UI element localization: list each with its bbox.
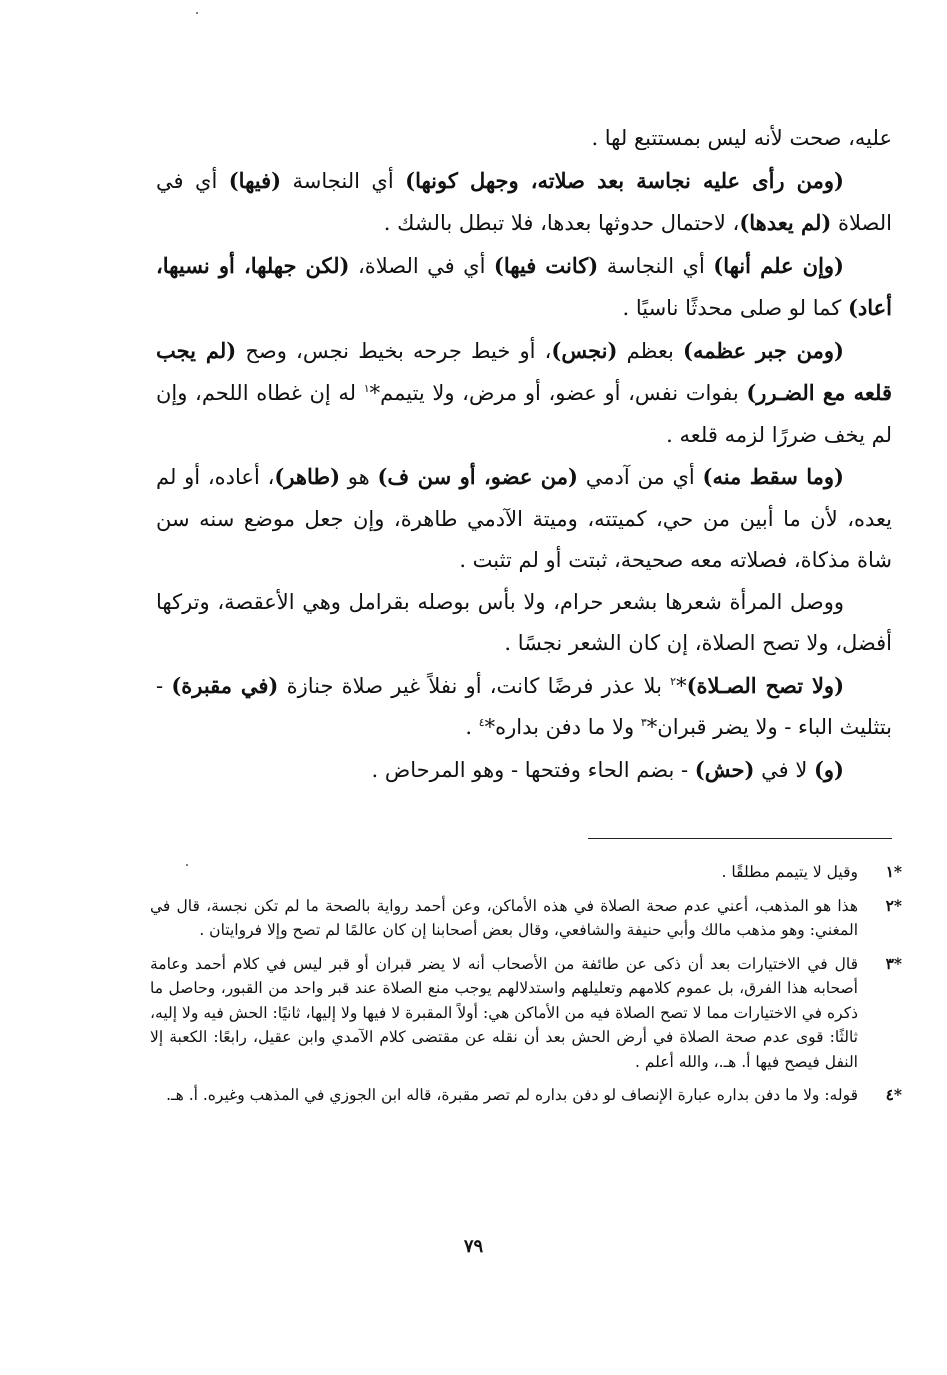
text-run: أي النجاسة: [598, 253, 714, 278]
footnote-text: وقيل لا يتيمم مطلقًا .: [721, 863, 858, 881]
main-text-body: [156, 118, 892, 791]
footnote-ref-2: ٢: [670, 674, 677, 688]
paragraph-4: [156, 330, 892, 457]
text-run: أي في الصلاة،: [349, 253, 494, 278]
bold-phrase: (نجس): [551, 337, 618, 363]
bold-phrase: (كانت فيها): [493, 252, 599, 278]
text-run: له إن غطاه اللحم، وإن لم يخف ضررًا لزمه قلعه .: [156, 381, 892, 447]
text-run: أي من آدمي: [577, 465, 703, 489]
bold-phrase: (من عضو، أو سن ف): [377, 464, 578, 489]
footnote-2: [150, 894, 902, 943]
paragraph-5: [156, 456, 892, 582]
footnote-text: قوله: ولا ما دفن بداره عبارة الإنصاف لو دفن بداره لم تصر مقبرة، قاله ابن الجوزي في المذهب وغيره. أ. هـ.: [166, 1086, 858, 1104]
footnotes-section: [150, 860, 902, 1117]
text-run: أي في الصلاة: [156, 168, 892, 235]
text-run: كما لو صلى محدثًا ناسيًا .: [622, 296, 848, 320]
bold-phrase: (في مقبرة): [171, 672, 279, 698]
bold-phrase: (ومن رأى عليه نجاسة بعد صلاته، وجهل كونها): [405, 167, 844, 193]
text-run: .: [465, 715, 479, 739]
footnote-ref-1: ١: [363, 382, 370, 395]
text-run: - بضم الحاء وفتحها - وهو المرحاض .: [371, 757, 695, 782]
text-run: بفوات نفس، أو عضو، أو مرض، ولا يتيمم*: [369, 381, 747, 405]
paragraph-1: [156, 118, 892, 160]
footnote-3: [150, 952, 902, 1075]
paragraph-7: [156, 665, 892, 749]
text-run: ، لاحتمال حدوثها بعدها، فلا تبطل بالشك .: [383, 211, 740, 235]
text-run: *: [676, 673, 687, 698]
paragraph-6-text: ووصل المرأة شعرها بشعر حرام، ولا بأس بوصله بقرامل وهي الأعقصة، وتركها أفضل، ولا تصح الصلاة، إن كان الشعر نجسًا .: [156, 589, 892, 655]
page-number: ٧٩: [463, 1236, 484, 1257]
footnote-text: هذا هو المذهب، أعني عدم صحة الصلاة في هذه الأماكن، وعن أحمد رواية بالصحة ما لم تكن نجسة، قال في المغني: وهو مذهب مالك وأبي حنيفة والشافعي، وقال بعض أصحابنا إن كان عالمًا لم تصح وإلا فروايتان .: [150, 896, 858, 939]
bold-phrase: (لكن جهلها، أو نسيها، أعاد): [156, 252, 892, 320]
text-run: أي النجاسة: [281, 168, 406, 193]
paragraph-6: [156, 582, 892, 665]
bold-phrase: (ولا تصح الصـلاة): [686, 672, 844, 698]
footnote-number: *٣: [885, 953, 902, 973]
bold-phrase: (لم يعدها): [739, 210, 832, 235]
footnote-ref-3: ٣: [640, 716, 647, 729]
text-run: - بتثليث الباء - ولا يضر قبران*: [156, 673, 892, 739]
text-run: بعظم: [617, 338, 684, 363]
bold-phrase: (وما سقط منه): [702, 464, 844, 489]
bold-phrase: (فيها): [228, 167, 282, 193]
bold-phrase: (حش): [694, 756, 755, 782]
text-run: بلا عذر فرضًا كانت، أو نفلاً غير صلاة جنازة: [278, 673, 671, 698]
paragraph-8: [156, 749, 892, 792]
footnote-ref-4: ٤: [478, 716, 485, 729]
text-run: ، أعاده، أو لم يعده، لأن ما أبين من حي، كميتته، وميتة الآدمي طاهرة، وإن جعل موضع سنه سن شاة مذكاة، فصلاته معه صحيحة، ثبتت أو لم تثبت .: [156, 465, 892, 572]
bold-phrase: (ومن جبر عظمه): [683, 337, 844, 363]
footnote-1: [150, 860, 902, 885]
paragraph-1-text: عليه، صحت لأنه ليس بمستتبع لها .: [591, 126, 892, 150]
bold-phrase: (طاهر): [274, 464, 341, 489]
bold-phrase: (وإن علم أنها): [713, 252, 844, 278]
paragraph-2: [156, 160, 892, 245]
paragraph-3: [156, 245, 892, 330]
footnote-number: *١: [885, 862, 902, 881]
bold-phrase: (و): [813, 756, 844, 782]
text-run: ولا ما دفن بداره*: [484, 715, 641, 739]
bold-phrase: (لم يجب قلعه مع الضـرر): [156, 337, 892, 405]
footnote-number: *٤: [885, 1085, 902, 1104]
scan-speck: [196, 12, 198, 14]
footnote-number: *٢: [885, 895, 902, 915]
text-run: ، أو خيط جرحه بخيط نجس، وصح: [236, 338, 552, 363]
footnote-text: قال في الاختيارات بعد أن ذكى عن طائفة من الأصحاب أنه لا يضر قبران أو قبر ليس في كلام أحمد وعامة أصحابه هذا الفرق، بل عموم كلامهم وتعليلهم واستدلالهم يوجب منع الصلاة عند قبر واحد من القبور، وحاصل ما ذكره في الاختيارات مما لا تصح الصلاة فيه من الأماكن هي: أولاً المقبرة لا فيها ولا إليها، ثانيًا: الحش فيه ولا إليه، ثالثًا: قوى عدم صحة الصلاة في أرض الحش بعد أن نقله عن مقتضى كلام الآمدي وابن عقيل، رابعًا: الكعبة إلا النفل فيصح فيها أ. هـ.، والله أعلم .: [150, 954, 858, 1071]
text-run: هو: [340, 465, 378, 489]
footnote-separator-rule: [588, 838, 892, 839]
footnote-4: [150, 1083, 902, 1108]
text-run: لا في: [754, 757, 814, 782]
